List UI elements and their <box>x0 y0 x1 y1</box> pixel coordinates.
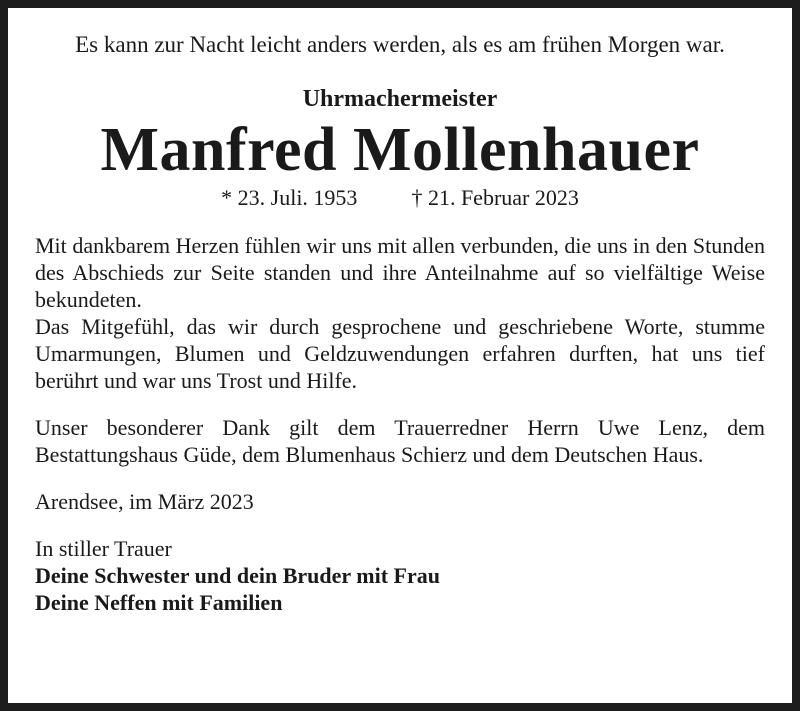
signature-intro: In stiller Trauer <box>35 536 172 561</box>
birth-date: * 23. Juli. 1953 <box>221 185 358 210</box>
special-thanks-paragraph: Unser besonderer Dank gilt dem Trauerredner Herrn Uwe Lenz, dem Bestattungshaus Güde, dem Blumenhaus Schierz und dem Deutschen Haus. <box>35 415 765 467</box>
signature-line-1: Deine Schwester und dein Bruder mit Frau <box>35 563 440 588</box>
profession-title: Uhrmachermeister <box>302 86 498 112</box>
thanks-paragraph: Mit dankbarem Herzen fühlen wir uns mit allen verbunden, die uns in den Stunden des Abschieds zur Seite standen und ihre Anteilnahme auf so vielfältige Weise bekundeten. <box>35 233 765 312</box>
signature-block <box>35 535 765 616</box>
deceased-name: Manfred Mollenhauer <box>100 116 700 184</box>
death-date: † 21. Februar 2023 <box>411 185 579 210</box>
motto-quote: Es kann zur Nacht leicht anders werden, als es am frühen Morgen war. <box>75 32 725 57</box>
sympathy-paragraph: Das Mitgefühl, das wir durch gesprochene und geschriebene Worte, stumme Umarmungen, Blumen und Geldzuwendungen erfahren durften, hat uns tief berührt und war uns Trost und Hilfe. <box>35 314 765 393</box>
life-dates <box>35 184 765 212</box>
signature-line-2: Deine Neffen mit Familien <box>35 590 283 615</box>
place-and-date: Arendsee, im März 2023 <box>35 489 254 514</box>
